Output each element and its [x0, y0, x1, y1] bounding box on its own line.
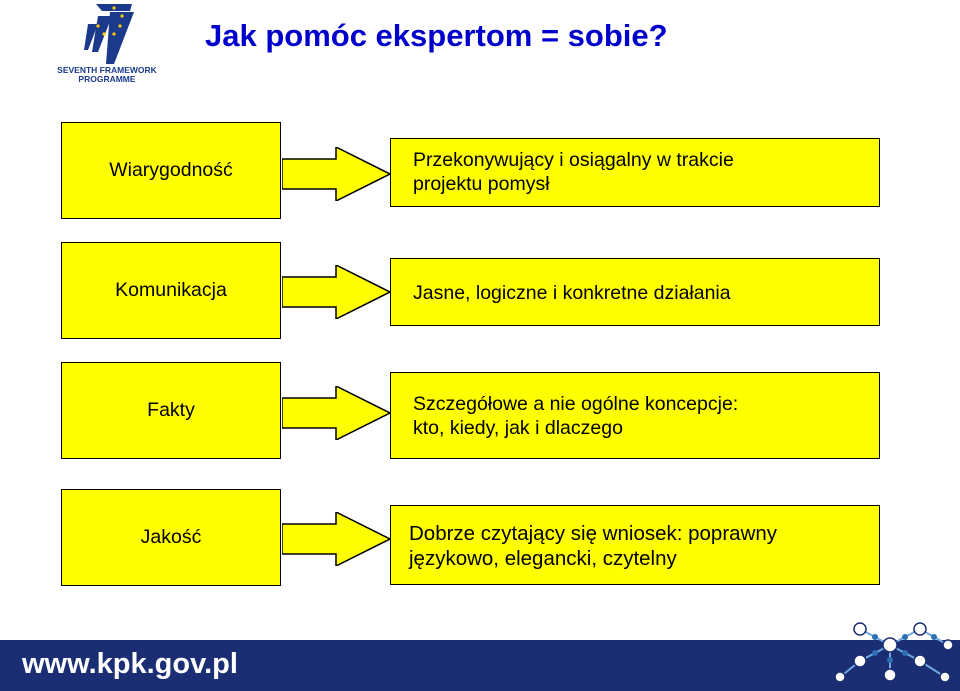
text-box-facts	[390, 372, 880, 459]
page-title: Jak pomóc ekspertom = sobie?	[205, 18, 668, 53]
label-facts: Fakty	[147, 399, 195, 421]
text-facts: Szczegółowe a nie ogólne koncepcje: kto, kiedy, jak i dlaczego	[413, 393, 739, 439]
text-box-quality	[390, 505, 880, 585]
label-quality: Jakość	[140, 526, 202, 548]
text-credibility: Przekonywujący i osiągalny w trakcie projektu pomysł	[413, 149, 734, 195]
label-box-communication	[61, 242, 281, 339]
footer-url: www.kpk.gov.pl	[22, 648, 238, 680]
arrow-right-icon	[282, 386, 392, 440]
logo-caption-line1: SEVENTH FRAMEWORK	[57, 65, 157, 75]
label-box-credibility	[61, 122, 281, 219]
text-quality: Dobrze czytający się wniosek: poprawny językowo, elegancki, czytelny	[409, 522, 778, 570]
molecule-network-icon	[820, 615, 960, 691]
arrow-right-icon	[282, 147, 392, 201]
arrow-right-icon	[282, 265, 392, 319]
label-credibility: Wiarygodność	[109, 159, 233, 181]
label-box-facts	[61, 362, 281, 459]
text-box-communication	[390, 258, 880, 326]
logo-caption	[54, 66, 160, 84]
arrow-right-icon	[282, 512, 392, 566]
label-box-quality	[61, 489, 281, 586]
logo-caption-line2: PROGRAMME	[78, 74, 136, 84]
text-box-credibility	[390, 138, 880, 207]
label-communication: Komunikacja	[115, 279, 227, 301]
text-communication: Jasne, logiczne i konkretne działania	[413, 282, 731, 304]
